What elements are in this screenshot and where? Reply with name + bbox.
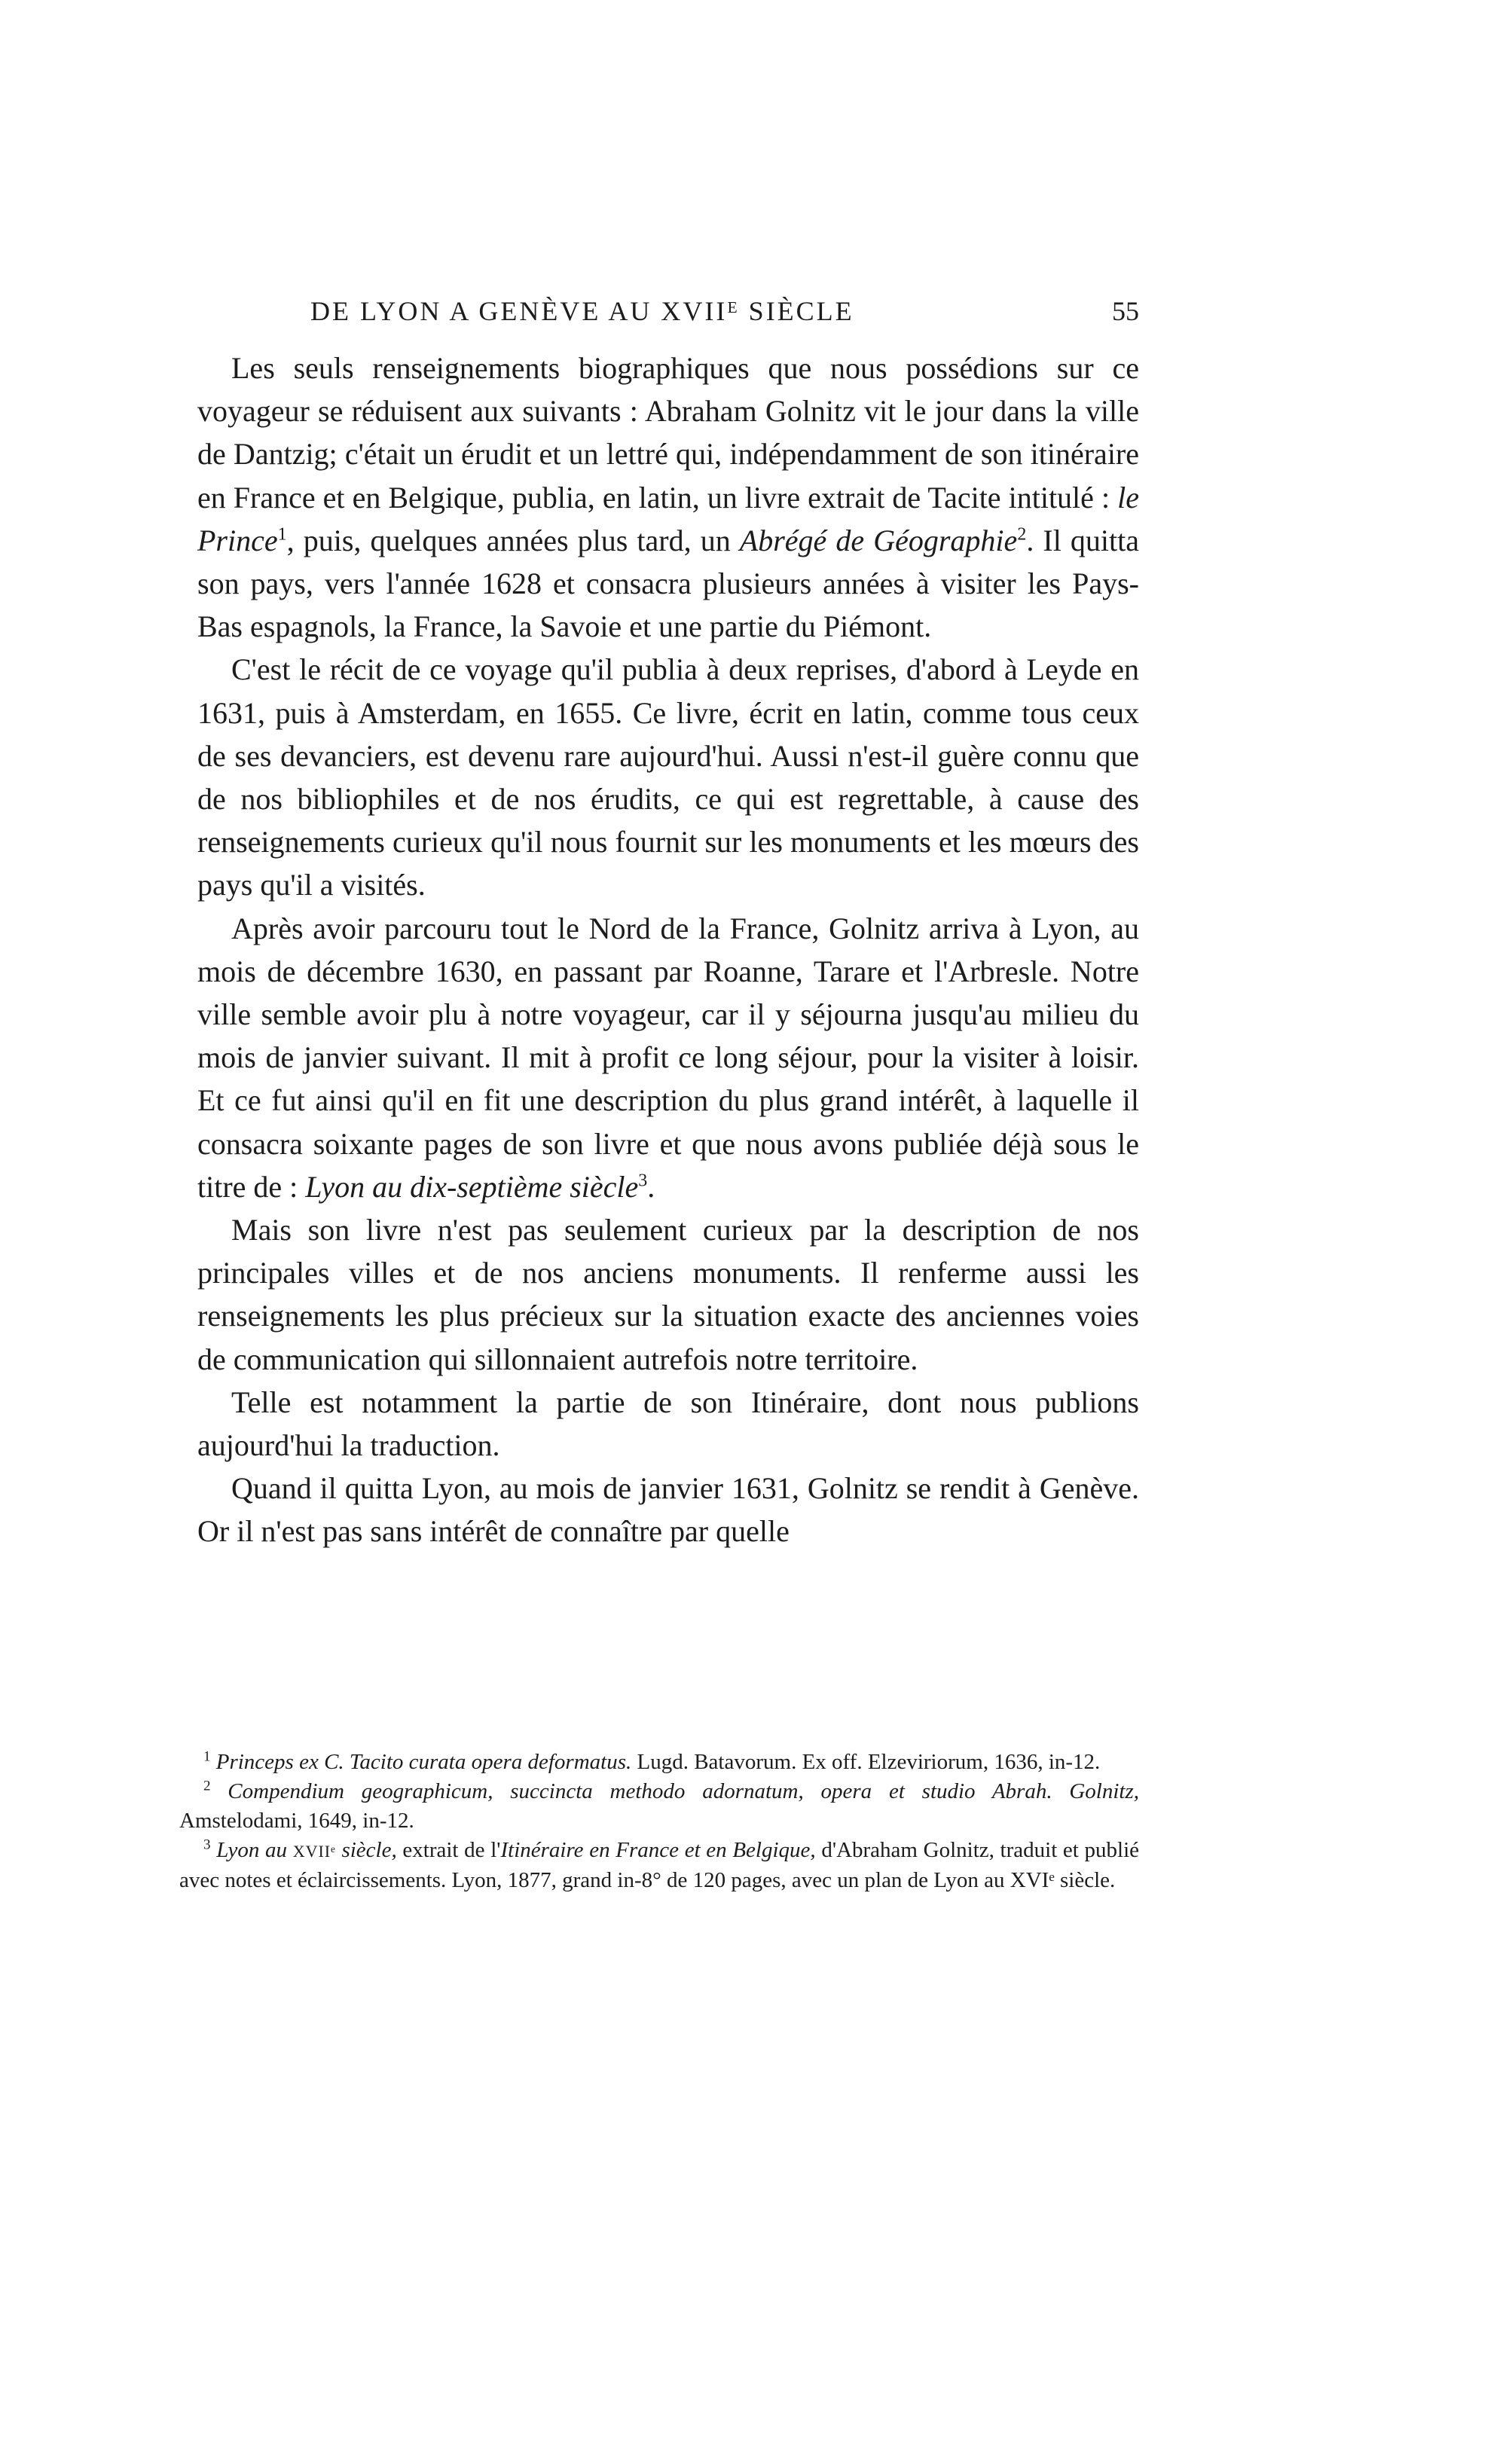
footnote-1-title: Princeps ex C. Tacito curata opera deformatus.	[215, 1750, 632, 1774]
footnote-1-text: Lugd. Batavorum. Ex off. Elzeviriorum, 1636, in-12.	[631, 1750, 1101, 1774]
title-lyon-au-dix-septieme-siecle: Lyon au dix-septième siècle	[305, 1169, 639, 1204]
footnote-3-mark: 3	[203, 1837, 211, 1853]
paragraph-3-text-a: Après avoir parcouru tout le Nord de la France, Golnitz arriva à Lyon, au mois de décembre 1630, en passant par Roanne, Tarare et l'Arbresle. Notre ville semble avoir plu à notre voyageur, car il y séjourna jusqu'au milieu du mois de janvier suivant. Il mit à profit ce long séjour, pour la visiter à loisir. Et ce fut ainsi qu'il en fit une description du plus grand intérêt, à laquelle il consacra soixante pages de son livre et que nous avons publiée déjà sous le titre de :	[197, 911, 1139, 1204]
footnote-3-title-c: Itinéraire en France et en Belgique,	[500, 1838, 816, 1862]
footnote-3	[179, 1836, 1139, 1895]
footnote-ref-3: 3	[638, 1171, 648, 1191]
footnote-1-mark: 1	[203, 1748, 211, 1765]
paragraph-1-text-a: Les seuls renseignements biographiques que nous possédions sur ce voyageur se réduisent aux suivants : Abraham Golnitz vit le jour dans la ville de Dantzig; c'était un érudit et un lettré qui, indépendamment de son itinéraire en France et en Belgique, publia, en latin, un livre extrait de Tacite intitulé :	[197, 351, 1139, 514]
paragraph-5: Telle est notamment la partie de son Itinéraire, dont nous publions aujourd'hui la traduction.	[197, 1385, 1139, 1463]
running-title: DE LYON A GENÈVE AU XVIIᴱ SIÈCLE	[310, 296, 854, 326]
paragraph-1-text-c: . Il quitta son pays, vers l'année 1628 et consacra plusieurs années à visiter les Pays-Bas espagnols, la France, la Savoie et une partie du Piémont.	[197, 523, 1140, 644]
title-le-prince: le Prince	[197, 480, 1139, 557]
footnote-1	[179, 1748, 1139, 1777]
footnote-3-title-a: Lyon au	[216, 1838, 287, 1862]
footnote-2-mark: 2	[203, 1778, 211, 1794]
paragraph-1-text-b: , puis, quelques années plus tard, un	[286, 523, 740, 557]
paragraph-4: Mais son livre n'est pas seulement curieux par la description de nos principales villes et de nos anciens monuments. Il renferme aussi les renseignements les plus précieux sur la situation exacte des anciennes voies de communication qui sillonnaient autrefois notre territoire.	[197, 1213, 1139, 1376]
paragraph-3	[197, 907, 1139, 1208]
paragraph-1	[197, 347, 1139, 648]
page-header	[197, 295, 1139, 340]
footnotes	[179, 1748, 1139, 1895]
title-abrege-de-geographie: Abrégé de Géographie	[739, 523, 1018, 557]
paragraph-6: Quand il quitta Lyon, au mois de janvier 1631, Golnitz se rendit à Genève. Or il n'est pas sans intérêt de connaître par quelle	[197, 1471, 1139, 1549]
footnote-3-text-a: extrait de l'	[396, 1838, 501, 1862]
footnote-3-text-b: d'Abraham Golnitz, traduit et publié avec notes et éclaircissements. Lyon, 1877, grand in-8° de 120 pages, avec un plan de Lyon au XVIᵉ siècle.	[179, 1838, 1140, 1892]
footnote-3-title-b: siècle,	[335, 1838, 397, 1862]
paragraph-2: C'est le récit de ce voyage qu'il publia à deux reprises, d'abord à Leyde en 1631, puis à Amsterdam, en 1655. Ce livre, écrit en latin, comme tous ceux de ses devanciers, est devenu rare aujourd'hui. Aussi n'est-il guère connu que de nos bibliophiles et de nos érudits, ce qui est regrettable, à cause des renseignements curieux qu'il nous fournit sur les monuments et les mœurs des pays qu'il a visités.	[197, 652, 1139, 902]
paragraph-3-text-c: .	[647, 1169, 655, 1204]
footnote-ref-2: 2	[1017, 524, 1027, 545]
footnote-2-text: Amstelodami, 1649, in-12.	[179, 1809, 414, 1833]
footnote-2-title: Compendium geographicum, succincta methodo adornatum, opera et studio Abrah. Golnitz,	[228, 1779, 1139, 1803]
footnote-2	[179, 1777, 1139, 1836]
footnote-3-century: XVIIᵉ	[292, 1842, 336, 1861]
body-text	[197, 347, 1139, 1553]
footnote-ref-1: 1	[277, 524, 287, 545]
page-number: 55	[1112, 296, 1139, 326]
